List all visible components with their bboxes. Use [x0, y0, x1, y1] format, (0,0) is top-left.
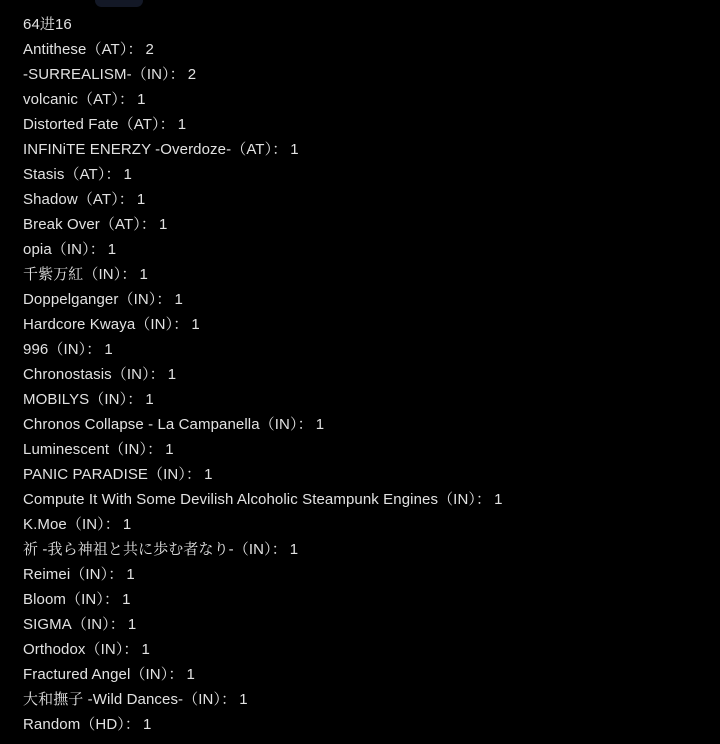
difficulty-close-paren: ）	[119, 391, 128, 408]
colon-separator: ：	[104, 516, 120, 533]
difficulty-close-paren: ）	[100, 566, 109, 583]
song-result-row	[23, 37, 712, 62]
difficulty-close-paren: ）	[97, 516, 105, 533]
difficulty-close-paren: ）	[142, 366, 150, 383]
song-title: PANIC PARADISE	[23, 466, 149, 483]
pick-count: 2	[187, 66, 197, 83]
difficulty-close-paren: ）	[111, 191, 119, 208]
song-result-row	[23, 287, 712, 312]
colon-separator: ：	[118, 191, 134, 208]
song-result-row	[23, 237, 712, 262]
song-title: Orthodox	[23, 641, 86, 658]
difficulty-open-paren: （	[71, 616, 87, 633]
difficulty-label: IN	[248, 541, 265, 558]
song-title: K.Moe	[23, 516, 67, 533]
colon-separator: ：	[121, 266, 137, 283]
pick-count: 1	[186, 666, 195, 683]
difficulty-open-paren: （	[130, 666, 146, 683]
difficulty-close-paren: ）	[178, 466, 186, 483]
colon-separator: ：	[140, 216, 156, 233]
song-result-row	[23, 537, 712, 562]
difficulty-open-paren: （	[438, 491, 454, 508]
difficulty-close-paren: ）	[115, 641, 124, 658]
difficulty-label: IN	[150, 316, 166, 333]
difficulty-label: AT	[246, 141, 265, 158]
difficulty-label: AT	[92, 191, 112, 208]
difficulty-label: IN	[98, 266, 114, 283]
pick-count: 1	[494, 491, 503, 508]
song-title: Break Over	[23, 216, 100, 233]
colon-separator: ：	[149, 366, 165, 383]
difficulty-label: IN	[163, 466, 179, 483]
difficulty-close-paren: ）	[151, 116, 160, 133]
song-title: Reimei	[23, 566, 71, 583]
pick-count: 1	[143, 716, 152, 733]
difficulty-close-paren: ）	[162, 66, 170, 83]
colon-separator: ：	[103, 591, 120, 608]
difficulty-open-paren: （	[66, 591, 82, 608]
difficulty-label: IN	[126, 366, 143, 383]
song-title: Antithese	[23, 41, 87, 58]
difficulty-label: IN	[81, 591, 97, 608]
colon-separator: ：	[271, 541, 287, 558]
difficulty-open-paren: （	[86, 41, 102, 58]
song-result-row	[23, 562, 712, 587]
song-result-row	[23, 437, 712, 462]
difficulty-open-paren: （	[99, 216, 115, 233]
pick-count: 1	[315, 416, 325, 433]
difficulty-label: AT	[114, 216, 134, 233]
song-result-row	[23, 687, 712, 712]
song-result-row	[23, 712, 712, 737]
pick-count: 1	[290, 141, 299, 158]
difficulty-label: IN	[100, 641, 116, 658]
difficulty-open-paren: （	[233, 541, 249, 558]
song-result-row	[23, 387, 712, 412]
song-title: INFINiTE ENERZY -Overdoze-	[23, 141, 232, 158]
pick-count: 1	[145, 391, 154, 408]
song-result-row	[23, 462, 712, 487]
song-result-row	[23, 662, 712, 687]
difficulty-open-paren: （	[77, 191, 93, 208]
song-result-row	[23, 512, 712, 537]
pick-count: 1	[136, 191, 146, 208]
song-title: 大和撫子 -Wild Dances-	[23, 691, 184, 708]
colon-separator: ：	[475, 491, 492, 508]
song-title: Fractured Angel	[23, 666, 131, 683]
song-result-row	[23, 637, 712, 662]
difficulty-label: AT	[93, 91, 112, 108]
colon-separator: ：	[86, 341, 102, 358]
difficulty-open-paren: （	[183, 691, 199, 708]
difficulty-close-paren: ）	[160, 666, 169, 683]
colon-separator: ：	[118, 91, 135, 108]
difficulty-open-paren: （	[89, 391, 105, 408]
colon-separator: ：	[168, 666, 184, 683]
colon-separator: ：	[185, 466, 202, 483]
colon-separator: ：	[159, 116, 175, 133]
difficulty-label: AT	[133, 116, 152, 133]
song-title: Doppelganger	[23, 291, 119, 308]
difficulty-label: IN	[453, 491, 469, 508]
difficulty-open-paren: （	[70, 566, 86, 583]
difficulty-close-paren: ）	[111, 91, 119, 108]
difficulty-open-paren: （	[80, 716, 96, 733]
difficulty-label: IN	[85, 566, 101, 583]
pick-count: 1	[204, 466, 213, 483]
pick-count: 1	[167, 366, 177, 383]
colon-separator: ：	[124, 716, 140, 733]
song-result-row	[23, 162, 712, 187]
song-result-row	[23, 87, 712, 112]
song-title: Hardcore Kwaya	[23, 316, 136, 333]
difficulty-open-paren: （	[111, 366, 127, 383]
difficulty-open-paren: （	[64, 166, 80, 183]
difficulty-label: IN	[81, 516, 98, 533]
pick-count: 1	[191, 316, 200, 333]
song-result-row	[23, 337, 712, 362]
song-result-row	[23, 587, 712, 612]
colon-separator: ：	[127, 391, 143, 408]
pick-count: 1	[158, 216, 168, 233]
difficulty-close-paren: ）	[117, 716, 125, 733]
song-title: -SURREALISM-	[23, 66, 132, 83]
song-title: 祈 -我ら神祖と共に歩む者なり-	[23, 541, 234, 558]
song-result-rows	[23, 37, 712, 737]
song-title: SIGMA	[23, 616, 72, 633]
colon-separator: ：	[156, 291, 172, 308]
song-title: Distorted Fate	[23, 116, 119, 133]
pick-count: 1	[122, 591, 131, 608]
pick-count: 1	[126, 566, 135, 583]
difficulty-close-paren: ）	[96, 591, 104, 608]
difficulty-open-paren: （	[109, 441, 125, 458]
pick-count: 1	[239, 691, 248, 708]
song-result-row	[23, 362, 712, 387]
pick-count: 1	[141, 641, 150, 658]
difficulty-label: IN	[198, 691, 214, 708]
difficulty-close-paren: ）	[119, 41, 128, 58]
difficulty-label: IN	[145, 666, 161, 683]
song-title: Compute It With Some Devilish Alcoholic Steampunk Engines	[23, 491, 439, 508]
difficulty-open-paren: （	[118, 291, 134, 308]
difficulty-open-paren: （	[85, 641, 101, 658]
song-title: Luminescent	[23, 441, 110, 458]
song-result-row	[23, 262, 712, 287]
difficulty-label: IN	[63, 341, 79, 358]
difficulty-close-paren: ）	[468, 491, 476, 508]
difficulty-label: IN	[66, 241, 83, 258]
song-result-row	[23, 112, 712, 137]
difficulty-open-paren: （	[83, 266, 99, 283]
difficulty-open-paren: （	[48, 341, 64, 358]
difficulty-open-paren: （	[148, 466, 164, 483]
difficulty-open-paren: （	[135, 316, 151, 333]
difficulty-label: IN	[104, 391, 120, 408]
colon-separator: ：	[272, 141, 288, 158]
pick-count: 1	[174, 291, 183, 308]
bracket-title: 64进16	[23, 16, 72, 33]
difficulty-close-paren: ）	[82, 241, 90, 258]
colon-separator: ：	[123, 641, 139, 658]
cutoff-pill-fragment	[95, 0, 143, 7]
song-result-row	[23, 137, 712, 162]
pick-count: 1	[139, 266, 148, 283]
song-result-row	[23, 212, 712, 237]
difficulty-label: IN	[274, 416, 290, 433]
song-result-row	[23, 62, 712, 87]
difficulty-label: AT	[101, 41, 120, 58]
song-title: 千紫万紅	[23, 266, 84, 283]
difficulty-close-paren: ）	[78, 341, 87, 358]
pick-count: 1	[289, 541, 299, 558]
difficulty-open-paren: （	[131, 66, 147, 83]
pick-count: 1	[107, 241, 117, 258]
difficulty-close-paren: ）	[139, 441, 148, 458]
pick-count: 1	[122, 516, 132, 533]
difficulty-close-paren: ）	[133, 216, 141, 233]
song-title: volcanic	[23, 91, 78, 108]
bracket-result-list	[23, 12, 712, 737]
difficulty-close-paren: ）	[113, 266, 122, 283]
song-title: Stasis	[23, 166, 65, 183]
difficulty-close-paren: ）	[148, 291, 157, 308]
song-title: MOBILYS	[23, 391, 90, 408]
difficulty-close-paren: ）	[165, 316, 174, 333]
song-result-row	[23, 312, 712, 337]
difficulty-label: IN	[133, 291, 149, 308]
difficulty-label: IN	[146, 66, 163, 83]
difficulty-open-paren: （	[78, 91, 94, 108]
song-title: 996	[23, 341, 49, 358]
difficulty-close-paren: ）	[264, 541, 272, 558]
colon-separator: ：	[105, 166, 121, 183]
song-title: Bloom	[23, 591, 67, 608]
colon-separator: ：	[109, 616, 125, 633]
difficulty-label: HD	[95, 716, 118, 733]
difficulty-close-paren: ）	[264, 141, 273, 158]
colon-separator: ：	[173, 316, 189, 333]
song-title: Random	[23, 716, 81, 733]
difficulty-close-paren: ）	[102, 616, 110, 633]
song-result-row	[23, 187, 712, 212]
difficulty-open-paren: （	[66, 516, 82, 533]
colon-separator: ：	[169, 66, 185, 83]
song-result-row	[23, 487, 712, 512]
difficulty-label: AT	[79, 166, 98, 183]
colon-separator: ：	[108, 566, 124, 583]
pick-count: 1	[177, 116, 187, 133]
song-result-row	[23, 412, 712, 437]
colon-separator: ：	[89, 241, 105, 258]
difficulty-open-paren: （	[259, 416, 275, 433]
song-result-row	[23, 612, 712, 637]
song-title: opia	[23, 241, 52, 258]
difficulty-label: IN	[86, 616, 103, 633]
difficulty-close-paren: ）	[97, 166, 106, 183]
song-title: Chronostasis	[23, 366, 112, 383]
pick-count: 1	[165, 441, 174, 458]
difficulty-open-paren: （	[231, 141, 247, 158]
song-title: Chronos Collapse - La Campanella	[23, 416, 260, 433]
difficulty-open-paren: （	[118, 116, 134, 133]
pick-count: 2	[145, 41, 154, 58]
song-title: Shadow	[23, 191, 78, 208]
colon-separator: ：	[127, 41, 143, 58]
colon-separator: ：	[221, 691, 237, 708]
difficulty-close-paren: ）	[213, 691, 222, 708]
colon-separator: ：	[297, 416, 313, 433]
pick-count: 1	[104, 341, 113, 358]
colon-separator: ：	[147, 441, 163, 458]
pick-count: 1	[137, 91, 146, 108]
difficulty-open-paren: （	[51, 241, 67, 258]
pick-count: 1	[123, 166, 132, 183]
pick-count: 1	[127, 616, 137, 633]
difficulty-label: IN	[124, 441, 140, 458]
difficulty-close-paren: ）	[289, 416, 298, 433]
